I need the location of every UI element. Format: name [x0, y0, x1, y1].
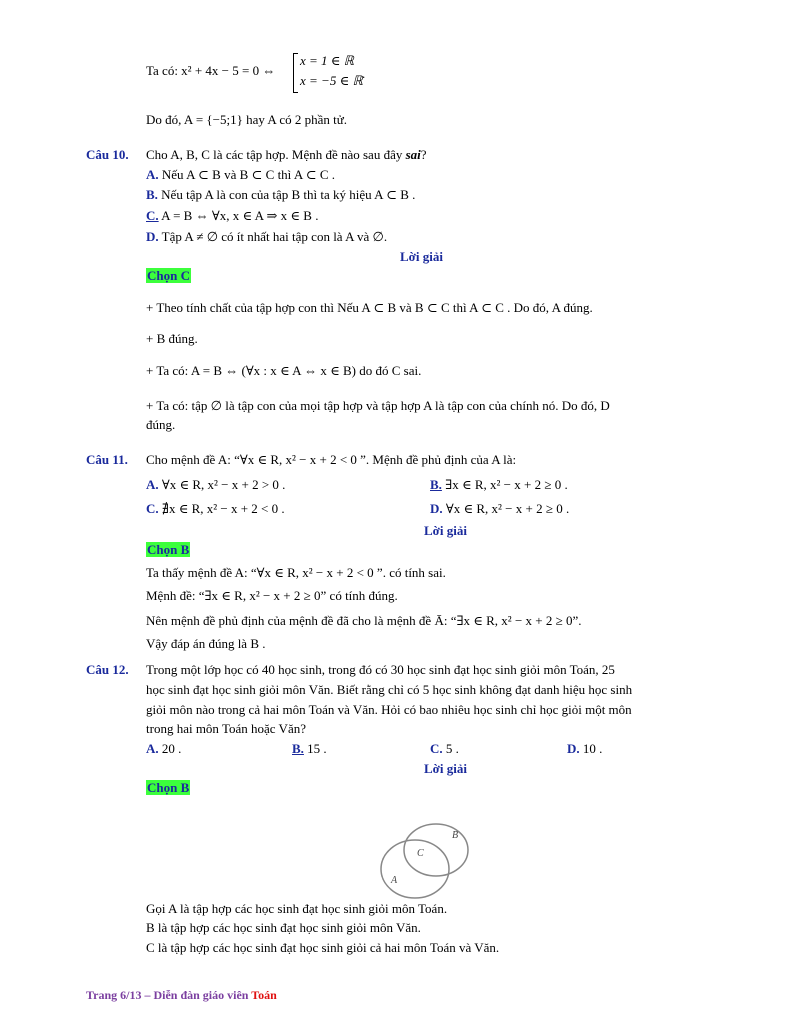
q10-solution-heading: Lời giải: [400, 249, 443, 264]
option-text: ∃x ∈ R, x² − x + 2 ≥ 0 .: [441, 477, 568, 492]
footer-forum: – Diễn đàn giáo viên: [141, 988, 252, 1002]
q11-solution-heading: Lời giải: [424, 523, 467, 538]
option-text: Nếu A ⊂ B và B ⊂ C thì A ⊂ C .: [158, 167, 336, 182]
option-key: C.: [146, 501, 159, 516]
q12-option-b[interactable]: [292, 741, 327, 757]
q12-solution-heading: Lời giải: [424, 761, 467, 776]
q12-option-d[interactable]: [567, 741, 602, 757]
case-2: x = −5 ∈ ℝ: [300, 73, 363, 88]
venn-set-b: [404, 824, 468, 876]
question-10-stem: Cho A, B, C là các tập hợp. Mệnh đề nào sau đây: [146, 147, 406, 162]
option-key: C.: [430, 741, 443, 756]
question-12-label: Câu 12.: [86, 662, 129, 677]
q10-expl-4: + Ta có: tập ∅ là tập con của mọi tập hợp và tập hợp A là tập con của chính nó. Do đó, D: [146, 398, 610, 413]
q10-option-d[interactable]: [146, 229, 387, 245]
option-key: A.: [146, 741, 159, 756]
q10-expl-2: + B đúng.: [146, 331, 198, 346]
q12-expl-1: Gọi A là tập hợp các học sinh đạt học sinh giỏi môn Toán.: [146, 901, 448, 916]
option-text: ∀x ∈ R, x² − x + 2 ≥ 0 .: [442, 501, 570, 516]
option-key: A.: [146, 167, 159, 182]
venn-label-a: A: [391, 875, 398, 886]
q12-answer: [146, 780, 190, 796]
question-10-label: Câu 10.: [86, 147, 129, 162]
option-text: ∀x ∈ R, x² − x + 2 > 0 .: [158, 477, 286, 492]
case-bracket: [293, 53, 298, 93]
question-12-line-4: trong hai môn Toán hoặc Văn?: [146, 721, 306, 736]
option-key: D.: [146, 229, 159, 244]
option-key: B.: [292, 741, 304, 756]
question-10-emphasis: sai: [405, 147, 421, 162]
question-10-end: ?: [420, 147, 427, 162]
option-text: 15 .: [303, 741, 327, 756]
answer-badge: Chọn C: [147, 268, 190, 283]
question-11-label: Câu 11.: [86, 452, 128, 467]
case-1: x = 1 ∈ ℝ: [300, 53, 354, 68]
intro-equation-text: Ta có: x² + 4x − 5 = 0 ⇔: [146, 63, 276, 78]
q10-option-c[interactable]: [146, 208, 318, 224]
q10-answer: [146, 268, 191, 284]
q10-expl-3: + Ta có: A = B ⇔ (∀x : x ∈ A ⇔ x ∈ B) do đó C sai.: [146, 363, 422, 378]
option-text: Tập A ≠ ∅ có ít nhất hai tập con là A và ∅.: [158, 229, 388, 244]
option-text: 20 .: [158, 741, 182, 756]
case-dot: .: [362, 66, 366, 81]
q11-expl-1: Ta thấy mệnh đề A: “∀x ∈ R, x² − x + 2 < 0 ”. có tính sai.: [146, 565, 446, 580]
q12-expl-2: B là tập hợp các học sinh đạt học sinh giỏi môn Văn.: [146, 920, 421, 935]
question-11-text: Cho mệnh đề A: “∀x ∈ R, x² − x + 2 < 0 ”. Mệnh đề phủ định của A là:: [146, 452, 517, 467]
option-key: C.: [146, 208, 159, 223]
footer-subject: Toán: [251, 988, 277, 1002]
question-12-line-2: học sinh đạt học sinh giỏi môn Văn. Biết rằng chỉ có 5 học sinh không đạt danh hiệu học sinh: [146, 682, 633, 697]
q11-expl-4: Vậy đáp án đúng là B .: [146, 636, 266, 651]
option-key: D.: [567, 741, 580, 756]
option-key: A.: [146, 477, 159, 492]
q11-answer: [146, 542, 190, 558]
q10-option-b[interactable]: [146, 187, 415, 203]
q11-option-b[interactable]: [430, 477, 568, 493]
venn-label-c: C: [417, 848, 424, 859]
question-12-line-3: giỏi môn nào trong cả hai môn Toán và Văn. Hỏi có bao nhiêu học sinh chỉ học giỏi một môn: [146, 702, 632, 717]
q12-expl-3: C là tập hợp các học sinh đạt học sinh giỏi cả hai môn Toán và Văn.: [146, 940, 500, 955]
option-key: B.: [430, 477, 442, 492]
answer-badge: Chọn B: [147, 542, 190, 557]
intro-equation: [146, 63, 275, 79]
q10-expl-1: + Theo tính chất của tập hợp con thì Nếu A ⊂ B và B ⊂ C thì A ⊂ C . Do đó, A đúng.: [146, 300, 593, 315]
q11-option-a[interactable]: [146, 477, 285, 493]
answer-badge: Chọn B: [147, 780, 190, 795]
intro-conclusion: Do đó, A = {−5;1} hay A có 2 phần tử.: [146, 112, 348, 127]
q11-expl-2: Mệnh đề: “∃x ∈ R, x² − x + 2 ≥ 0” có tính đúng.: [146, 588, 398, 603]
option-text: A = B ⇔ ∀x, x ∈ A ⇒ x ∈ B .: [158, 208, 319, 223]
option-key: D.: [430, 501, 443, 516]
option-text: Nếu tập A là con của tập B thì ta ký hiệu A ⊂ B .: [157, 187, 416, 202]
page-footer: [86, 988, 277, 1003]
option-text: ∄x ∈ R, x² − x + 2 < 0 .: [158, 501, 285, 516]
footer-page-number: Trang 6/13: [86, 988, 142, 1002]
venn-diagram: [370, 812, 480, 902]
question-12-line-1: Trong một lớp học có 40 học sinh, trong đó có 30 học sinh đạt học sinh giỏi môn Toán, 25: [146, 662, 615, 677]
q10-expl-5: đúng.: [146, 417, 176, 432]
q12-option-c[interactable]: [430, 741, 459, 757]
option-key: B.: [146, 187, 158, 202]
q10-option-a[interactable]: [146, 167, 335, 183]
q11-option-c[interactable]: [146, 501, 285, 517]
q11-expl-3: Nên mệnh đề phủ định của mệnh đề đã cho là mệnh đề Ā: “∃x ∈ R, x² − x + 2 ≥ 0”.: [146, 613, 582, 628]
q12-option-a[interactable]: [146, 741, 181, 757]
question-10-text: [146, 147, 427, 163]
option-text: 10 .: [579, 741, 603, 756]
venn-label-b: B: [452, 830, 459, 841]
q11-option-d[interactable]: [430, 501, 569, 517]
option-text: 5 .: [442, 741, 459, 756]
